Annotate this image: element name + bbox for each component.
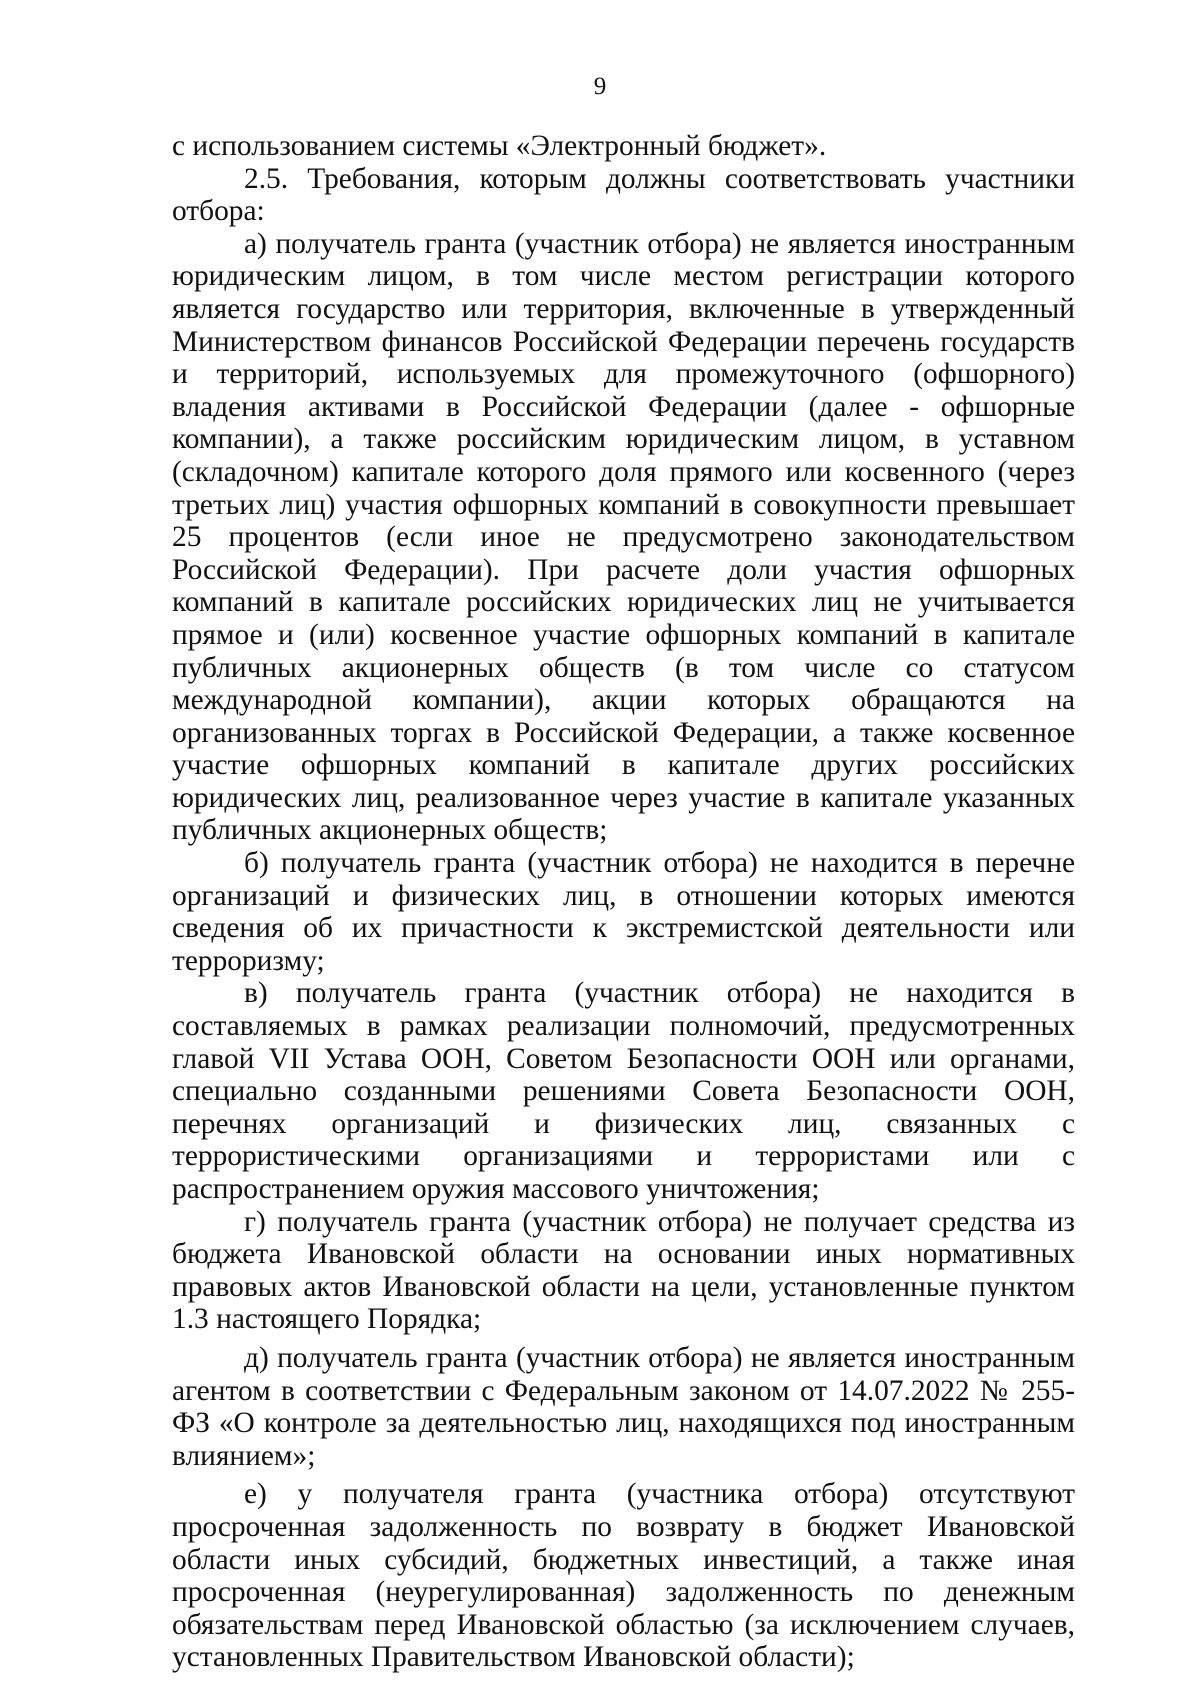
paragraph-item-b: б) получатель гранта (участник отбора) не находится в перечне организаций и физических лиц, в отношении которых имеются сведения об их причастности к экстремистской деятельности или терроризму; [172,847,1075,977]
paragraph-item-e: е) у получателя гранта (участника отбора) отсутствуют просроченная задолженность по возврату в бюджет Ивановской области иных субсидий, бюджетных инвестиций, а также иная просроченная (неурегулированная) задолженность по денежным обязательствам перед Ивановской областью (за исключением случаев, установленных Правительством Ивановской области); [172,1478,1075,1674]
paragraph-item-a: а) получатель гранта (участник отбора) не является иностранным юридическим лицом, в том числе местом регистрации которого является государство или территория, включенные в утвержденный Министерством финансов Российской Федерации перечень государств и территорий, используемых для промежуточного (офшорного) владения активами в Российской Федерации (далее - офшорные компании), а также российским юридическим лицом, в уставном (складочном) капитале которого доля прямого или косвенного (через третьих лиц) участия офшорных компаний в совокупности превышает 25 процентов (если иное не предусмотрено законодательством Российской Федерации). При расчете доли участия офшорных компаний в капитале российских юридических лиц не учитывается прямое и (или) косвенное участие офшорных компаний в капитале публичных акционерных обществ (в том числе со статусом международной компании), акции которых обращаются на организованных торгах в Российской Федерации, а также косвенное участие офшорных компаний в капитале других российских юридических лиц, реализованное через участие в капитале указанных публичных акционерных обществ; [172,227,1075,847]
paragraph-section-2-5: 2.5. Требования, которым должны соответствовать участники отбора: [172,162,1075,228]
paragraph-item-g: г) получатель гранта (участник отбора) не получает средства из бюджета Ивановской области на основании иных нормативных правовых актов Ивановской области на цели, установленные пунктом 1.3 настоящего Порядка; [172,1205,1075,1336]
paragraph-item-v: в) получатель гранта (участник отбора) не находится в составляемых в рамках реализации полномочий, предусмотренных главой VII Устава ООН, Советом Безопасности ООН или органами, специально созданными решениями Совета Безопасности ООН, перечнях организаций и физических лиц, связанных с террористическими организациями и террористами или с распространением оружия массового уничтожения; [172,977,1075,1205]
page-number: 9 [593,73,607,100]
paragraph-continuation: с использованием системы «Электронный бюджет». [172,130,827,162]
document-body [172,130,1075,1674]
paragraph-item-d: д) получатель гранта (участник отбора) не является иностранным агентом в соответствии с Федеральным законом от 14.07.2022 № 255-ФЗ «О контроле за деятельностью лиц, находящихся под иностранным влиянием»; [172,1341,1075,1472]
